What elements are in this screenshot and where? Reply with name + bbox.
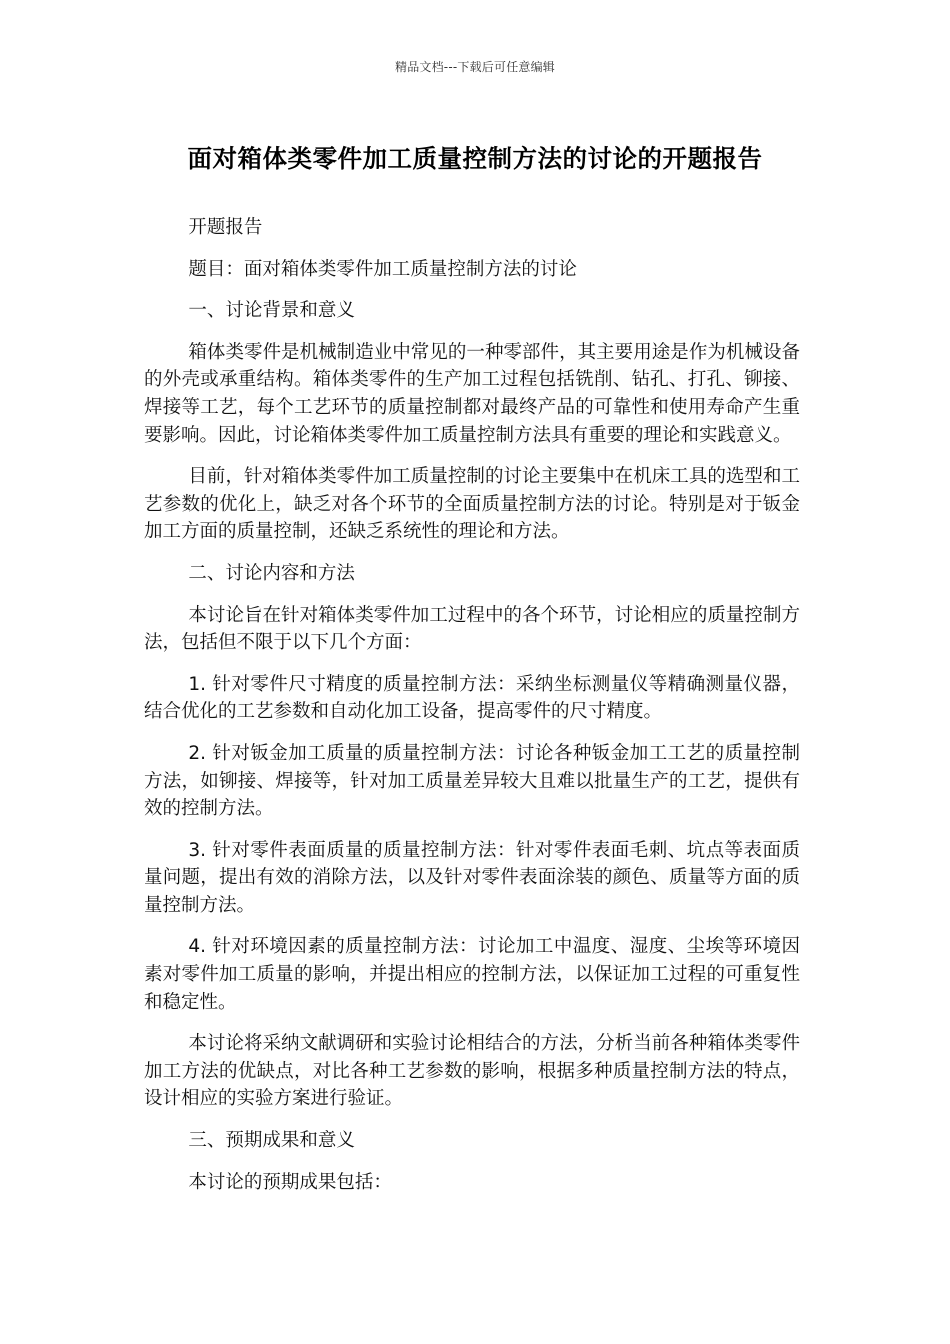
paragraph-content-intro: 本讨论旨在针对箱体类零件加工过程中的各个环节，讨论相应的质量控制方法，包括但不限于以下几个方面： bbox=[144, 604, 800, 654]
paragraph-current-state: 目前，针对箱体类零件加工质量控制的讨论主要集中在机床工具的选型和工艺参数的优化上，缺乏对各个环节的全面质量控制方法的讨论。特别是对于钣金加工方面的质量控制，还缺乏系统性的理论和方法。 bbox=[144, 466, 800, 543]
section-heading-expected-results: 三、预期成果和意义 bbox=[188, 1130, 355, 1152]
header-note: 精品文档---下载后可任意编辑 bbox=[395, 60, 555, 74]
list-item-environment: 4. 针对环境因素的质量控制方法：讨论加工中温度、湿度、尘埃等环境因素对零件加工质量的影响，并提出相应的控制方法，以保证加工过程的可重复性和稳定性。 bbox=[144, 936, 800, 1013]
paragraph-method: 本讨论将采纳文献调研和实验讨论相结合的方法，分析当前各种箱体类零件加工方法的优缺点，对比各种工艺参数的影响，根据多种质量控制方法的特点，设计相应的实验方案进行验证。 bbox=[144, 1033, 800, 1110]
list-item-dimension-accuracy: 1. 针对零件尺寸精度的质量控制方法：采纳坐标测量仪等精确测量仪器，结合优化的工艺参数和自动化加工设备，提高零件的尺寸精度。 bbox=[144, 673, 800, 723]
list-item-surface-quality: 3. 针对零件表面质量的质量控制方法：针对零件表面毛刺、坑点等表面质量问题，提出有效的消除方法，以及针对零件表面涂装的颜色、质量等方面的质量控制方法。 bbox=[144, 839, 800, 916]
list-item-sheet-metal: 2. 针对钣金加工质量的质量控制方法：讨论各种钣金加工工艺的质量控制方法，如铆接、焊接等，针对加工质量差异较大且难以批量生产的工艺，提供有效的控制方法。 bbox=[144, 742, 800, 820]
paragraph-topic: 题目：面对箱体类零件加工质量控制方法的讨论 bbox=[188, 258, 577, 280]
section-heading-background: 一、讨论背景和意义 bbox=[188, 300, 355, 322]
paragraph-background: 箱体类零件是机械制造业中常见的一种零部件，其主要用途是作为机械设备的外壳或承重结构。箱体类零件的生产加工过程包括铣削、钻孔、打孔、铆接、焊接等工艺，每个工艺环节的质量控制都对最终产品的可靠性和使用寿命产生重要影响。因此，讨论箱体类零件加工质量控制方法具有重要的理论和实践意义。 bbox=[144, 341, 800, 446]
section-heading-content-methods: 二、讨论内容和方法 bbox=[188, 562, 355, 584]
paragraph-report-label: 开题报告 bbox=[188, 217, 263, 238]
paragraph-expected-results-intro: 本讨论的预期成果包括： bbox=[188, 1171, 392, 1193]
document-body bbox=[144, 214, 800, 1210]
document-title: 面对箱体类零件加工质量控制方法的讨论的开题报告 bbox=[187, 144, 763, 173]
